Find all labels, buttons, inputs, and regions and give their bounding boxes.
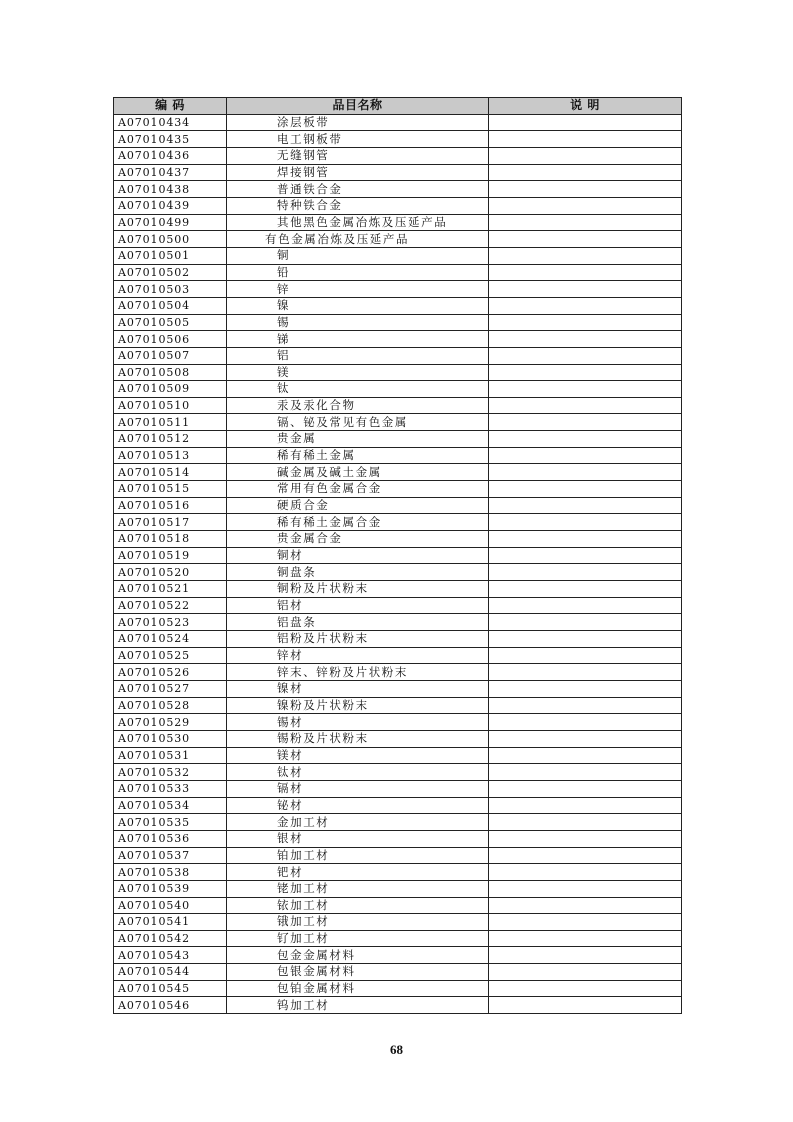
- table-row: [114, 247, 682, 264]
- item-note: [489, 797, 682, 814]
- table-row: [114, 581, 682, 598]
- item-code: A07010541: [114, 914, 227, 931]
- item-note: [489, 764, 682, 781]
- table-row: [114, 481, 682, 498]
- item-code: A07010434: [114, 114, 227, 131]
- item-note: [489, 664, 682, 681]
- table-row: [114, 814, 682, 831]
- table-row: [114, 147, 682, 164]
- item-note: [489, 447, 682, 464]
- item-note: [489, 547, 682, 564]
- table-row: [114, 164, 682, 181]
- item-note: [489, 880, 682, 897]
- table-row: [114, 947, 682, 964]
- item-code: A07010520: [114, 564, 227, 581]
- header-name: 品目名称: [227, 98, 489, 115]
- item-code: A07010504: [114, 297, 227, 314]
- table-row: [114, 231, 682, 248]
- table-row: [114, 447, 682, 464]
- item-name: 铋材: [227, 797, 489, 814]
- item-code: A07010518: [114, 531, 227, 548]
- item-name: 包金金属材料: [227, 947, 489, 964]
- item-name: 铅: [227, 264, 489, 281]
- item-code: A07010545: [114, 980, 227, 997]
- item-note: [489, 181, 682, 198]
- item-name: 钛材: [227, 764, 489, 781]
- item-note: [489, 680, 682, 697]
- item-code: A07010439: [114, 197, 227, 214]
- item-name: 钌加工材: [227, 930, 489, 947]
- table-row: [114, 464, 682, 481]
- item-note: [489, 647, 682, 664]
- item-name: 锡材: [227, 714, 489, 731]
- table-row: [114, 830, 682, 847]
- item-name: 锌: [227, 281, 489, 298]
- table-row: [114, 764, 682, 781]
- item-name: 汞及汞化合物: [227, 397, 489, 414]
- item-name: 铱加工材: [227, 897, 489, 914]
- table-row: [114, 531, 682, 548]
- table-row: [114, 614, 682, 631]
- item-note: [489, 264, 682, 281]
- item-name: 普通铁合金: [227, 181, 489, 198]
- item-note: [489, 597, 682, 614]
- table-row: [114, 281, 682, 298]
- item-name: 钯材: [227, 864, 489, 881]
- item-note: [489, 431, 682, 448]
- item-code: A07010525: [114, 647, 227, 664]
- table-row: [114, 114, 682, 131]
- item-note: [489, 297, 682, 314]
- catalog-table: [113, 97, 682, 1014]
- item-note: [489, 131, 682, 148]
- table-row: [114, 847, 682, 864]
- table-header: [114, 98, 682, 115]
- table-row: [114, 897, 682, 914]
- item-name: 稀有稀土金属合金: [227, 514, 489, 531]
- item-code: A07010519: [114, 547, 227, 564]
- item-code: A07010537: [114, 847, 227, 864]
- item-code: A07010508: [114, 364, 227, 381]
- item-code: A07010539: [114, 880, 227, 897]
- item-code: A07010546: [114, 997, 227, 1014]
- item-name: 常用有色金属合金: [227, 481, 489, 498]
- item-name: 镉、铋及常见有色金属: [227, 414, 489, 431]
- item-name: 铜材: [227, 547, 489, 564]
- item-code: A07010505: [114, 314, 227, 331]
- item-name: 铝粉及片状粉末: [227, 631, 489, 648]
- item-code: A07010510: [114, 397, 227, 414]
- item-note: [489, 747, 682, 764]
- table-row: [114, 647, 682, 664]
- item-note: [489, 381, 682, 398]
- item-name: 涂层板带: [227, 114, 489, 131]
- item-code: A07010438: [114, 181, 227, 198]
- item-code: A07010529: [114, 714, 227, 731]
- table-row: [114, 131, 682, 148]
- item-note: [489, 930, 682, 947]
- table-row: [114, 364, 682, 381]
- item-name: 锡: [227, 314, 489, 331]
- table-row: [114, 181, 682, 198]
- item-code: A07010524: [114, 631, 227, 648]
- table-row: [114, 714, 682, 731]
- table-row: [114, 697, 682, 714]
- item-code: A07010535: [114, 814, 227, 831]
- table-row: [114, 730, 682, 747]
- item-name: 铝材: [227, 597, 489, 614]
- item-code: A07010522: [114, 597, 227, 614]
- table-row: [114, 747, 682, 764]
- item-name: 铜盘条: [227, 564, 489, 581]
- table-row: [114, 797, 682, 814]
- item-code: A07010500: [114, 231, 227, 248]
- item-code: A07010499: [114, 214, 227, 231]
- item-note: [489, 147, 682, 164]
- table-row: [114, 397, 682, 414]
- item-note: [489, 864, 682, 881]
- table-row: [114, 930, 682, 947]
- item-name: 锡粉及片状粉末: [227, 730, 489, 747]
- item-name: 铝: [227, 347, 489, 364]
- item-name: 稀有稀土金属: [227, 447, 489, 464]
- item-name: 镁材: [227, 747, 489, 764]
- table-row: [114, 214, 682, 231]
- item-note: [489, 247, 682, 264]
- item-name: 其他黑色金属冶炼及压延产品: [227, 214, 489, 231]
- item-note: [489, 364, 682, 381]
- item-name: 钨加工材: [227, 997, 489, 1014]
- table-row: [114, 631, 682, 648]
- table-row: [114, 547, 682, 564]
- item-code: A07010513: [114, 447, 227, 464]
- item-note: [489, 397, 682, 414]
- item-name: 无缝钢管: [227, 147, 489, 164]
- item-code: A07010526: [114, 664, 227, 681]
- item-name: 锌材: [227, 647, 489, 664]
- item-code: A07010517: [114, 514, 227, 531]
- item-note: [489, 514, 682, 531]
- table-row: [114, 264, 682, 281]
- item-code: A07010521: [114, 581, 227, 598]
- item-note: [489, 897, 682, 914]
- item-code: A07010543: [114, 947, 227, 964]
- item-name: 硬质合金: [227, 497, 489, 514]
- item-note: [489, 614, 682, 631]
- item-code: A07010501: [114, 247, 227, 264]
- item-code: A07010509: [114, 381, 227, 398]
- item-code: A07010544: [114, 964, 227, 981]
- item-code: A07010436: [114, 147, 227, 164]
- item-note: [489, 964, 682, 981]
- item-note: [489, 164, 682, 181]
- table-row: [114, 864, 682, 881]
- item-name: 贵金属: [227, 431, 489, 448]
- item-note: [489, 581, 682, 598]
- table-row: [114, 514, 682, 531]
- item-name: 有色金属冶炼及压延产品: [227, 231, 489, 248]
- item-note: [489, 714, 682, 731]
- item-note: [489, 281, 682, 298]
- item-name: 金加工材: [227, 814, 489, 831]
- item-note: [489, 114, 682, 131]
- item-code: A07010542: [114, 930, 227, 947]
- item-name: 碱金属及碱土金属: [227, 464, 489, 481]
- item-name: 银材: [227, 830, 489, 847]
- item-name: 焊接钢管: [227, 164, 489, 181]
- item-note: [489, 947, 682, 964]
- item-code: A07010534: [114, 797, 227, 814]
- item-note: [489, 464, 682, 481]
- item-name: 钛: [227, 381, 489, 398]
- item-note: [489, 914, 682, 931]
- item-note: [489, 414, 682, 431]
- item-name: 电工钢板带: [227, 131, 489, 148]
- table-row: [114, 880, 682, 897]
- table-body: [114, 114, 682, 1013]
- table-row: [114, 680, 682, 697]
- item-note: [489, 331, 682, 348]
- item-code: A07010516: [114, 497, 227, 514]
- item-note: [489, 631, 682, 648]
- item-code: A07010533: [114, 780, 227, 797]
- item-code: A07010437: [114, 164, 227, 181]
- item-note: [489, 980, 682, 997]
- header-row: [114, 98, 682, 115]
- item-name: 镍粉及片状粉末: [227, 697, 489, 714]
- item-note: [489, 231, 682, 248]
- table-row: [114, 997, 682, 1014]
- table-row: [114, 780, 682, 797]
- item-note: [489, 730, 682, 747]
- item-name: 铜: [227, 247, 489, 264]
- item-note: [489, 214, 682, 231]
- item-code: A07010540: [114, 897, 227, 914]
- item-note: [489, 481, 682, 498]
- item-code: A07010507: [114, 347, 227, 364]
- item-code: A07010528: [114, 697, 227, 714]
- item-code: A07010523: [114, 614, 227, 631]
- table-row: [114, 914, 682, 931]
- item-code: A07010435: [114, 131, 227, 148]
- item-note: [489, 847, 682, 864]
- table-row: [114, 347, 682, 364]
- item-note: [489, 997, 682, 1014]
- item-name: 包银金属材料: [227, 964, 489, 981]
- table-row: [114, 980, 682, 997]
- item-note: [489, 314, 682, 331]
- item-code: A07010515: [114, 481, 227, 498]
- item-note: [489, 197, 682, 214]
- item-name: 包铂金属材料: [227, 980, 489, 997]
- item-name: 锑: [227, 331, 489, 348]
- item-name: 锇加工材: [227, 914, 489, 931]
- table-row: [114, 964, 682, 981]
- item-note: [489, 347, 682, 364]
- item-name: 镉材: [227, 780, 489, 797]
- item-code: A07010531: [114, 747, 227, 764]
- item-name: 铝盘条: [227, 614, 489, 631]
- item-note: [489, 830, 682, 847]
- item-code: A07010511: [114, 414, 227, 431]
- item-code: A07010536: [114, 830, 227, 847]
- item-note: [489, 531, 682, 548]
- item-name: 镁: [227, 364, 489, 381]
- item-name: 特种铁合金: [227, 197, 489, 214]
- header-note: 说 明: [489, 98, 682, 115]
- item-note: [489, 697, 682, 714]
- item-code: A07010532: [114, 764, 227, 781]
- item-code: A07010502: [114, 264, 227, 281]
- table-row: [114, 497, 682, 514]
- table-row: [114, 431, 682, 448]
- item-note: [489, 814, 682, 831]
- item-name: 镍: [227, 297, 489, 314]
- table-row: [114, 331, 682, 348]
- header-code: 编 码: [114, 98, 227, 115]
- item-name: 铑加工材: [227, 880, 489, 897]
- item-name: 铜粉及片状粉末: [227, 581, 489, 598]
- item-code: A07010527: [114, 680, 227, 697]
- item-name: 贵金属合金: [227, 531, 489, 548]
- item-note: [489, 564, 682, 581]
- table-row: [114, 197, 682, 214]
- table-row: [114, 414, 682, 431]
- item-note: [489, 780, 682, 797]
- table-row: [114, 314, 682, 331]
- page-number: 68: [390, 1042, 403, 1057]
- table-row: [114, 297, 682, 314]
- item-code: A07010503: [114, 281, 227, 298]
- item-code: A07010530: [114, 730, 227, 747]
- item-code: A07010512: [114, 431, 227, 448]
- table-row: [114, 664, 682, 681]
- item-code: A07010538: [114, 864, 227, 881]
- item-code: A07010506: [114, 331, 227, 348]
- table-row: [114, 597, 682, 614]
- item-note: [489, 497, 682, 514]
- item-name: 铂加工材: [227, 847, 489, 864]
- item-code: A07010514: [114, 464, 227, 481]
- table-row: [114, 564, 682, 581]
- item-name: 镍材: [227, 680, 489, 697]
- table-row: [114, 381, 682, 398]
- item-name: 锌末、锌粉及片状粉末: [227, 664, 489, 681]
